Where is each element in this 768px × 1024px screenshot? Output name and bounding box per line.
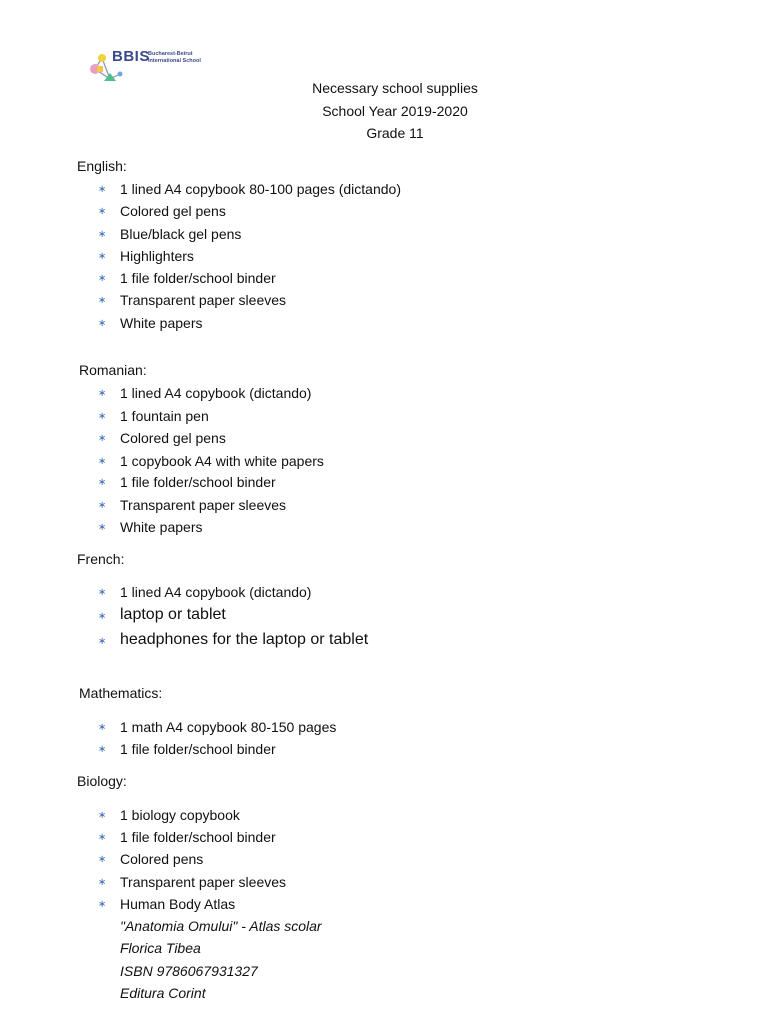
- bullet-icon: ∗: [98, 722, 107, 733]
- logo-subtitle: [148, 51, 238, 64]
- bullet-icon: ∗: [98, 273, 107, 284]
- list-item: Blue/black gel pens: [120, 226, 242, 242]
- list-item: Highlighters: [120, 248, 194, 264]
- atlas-author: Florica Tibea: [120, 940, 201, 956]
- list-item: 1 file folder/school binder: [120, 270, 276, 286]
- bullet-icon: ∗: [98, 877, 107, 888]
- section-title-english: English:: [77, 158, 127, 174]
- atlas-publisher: Editura Corint: [120, 985, 206, 1001]
- bullet-icon: ∗: [98, 433, 107, 444]
- bullet-icon: ∗: [98, 411, 107, 422]
- bullet-icon: ∗: [98, 899, 107, 910]
- grade-label: Grade 11: [366, 125, 424, 141]
- list-item: laptop or tablet: [120, 606, 226, 623]
- bullet-icon: ∗: [98, 587, 107, 598]
- bullet-icon: ∗: [98, 251, 107, 262]
- section-title-romanian: Romanian:: [79, 362, 147, 378]
- section-title-french: French:: [77, 551, 125, 567]
- bullet-icon: ∗: [98, 388, 107, 399]
- list-item: 1 lined A4 copybook (dictando): [120, 385, 312, 401]
- bullet-icon: ∗: [98, 500, 107, 511]
- list-item: 1 file folder/school binder: [120, 829, 276, 845]
- bullet-icon: ∗: [98, 611, 107, 622]
- atlas-title: "Anatomia Omului" - Atlas scolar: [120, 918, 322, 934]
- list-item: White papers: [120, 519, 203, 535]
- list-item: 1 file folder/school binder: [120, 474, 276, 490]
- list-item: Colored gel pens: [120, 430, 226, 446]
- list-item: 1 lined A4 copybook 80-100 pages (dictando): [120, 181, 401, 197]
- list-item: 1 biology copybook: [120, 807, 240, 823]
- bullet-icon: ∗: [98, 184, 107, 195]
- list-item: 1 math A4 copybook 80-150 pages: [120, 719, 337, 735]
- list-item: Human Body Atlas: [120, 896, 236, 912]
- bullet-icon: ∗: [98, 477, 107, 488]
- logo-name: BBIS: [112, 48, 150, 65]
- bullet-icon: ∗: [98, 206, 107, 217]
- logo-subtitle-line2: International School: [148, 57, 201, 64]
- bullet-icon: ∗: [98, 456, 107, 467]
- bullet-icon: ∗: [98, 810, 107, 821]
- list-item: Colored pens: [120, 851, 204, 867]
- atlas-isbn: ISBN 9786067931327: [120, 963, 258, 979]
- school-year: School Year 2019-2020: [322, 103, 468, 119]
- bullet-icon: ∗: [98, 318, 107, 329]
- bullet-icon: ∗: [98, 295, 107, 306]
- list-item: Transparent paper sleeves: [120, 292, 287, 308]
- bullet-icon: ∗: [98, 229, 107, 240]
- bullet-icon: ∗: [98, 854, 107, 865]
- section-title-biology: Biology:: [77, 773, 127, 789]
- bullet-icon: ∗: [98, 744, 107, 755]
- section-title-mathematics: Mathematics:: [79, 685, 163, 701]
- logo-subtitle-line1: Bucharest-Beirut: [148, 51, 193, 57]
- list-item: 1 file folder/school binder: [120, 741, 276, 757]
- list-item: Transparent paper sleeves: [120, 874, 287, 890]
- bullet-icon: ∗: [98, 522, 107, 533]
- list-item: headphones for the laptop or tablet: [120, 631, 369, 648]
- list-item: Transparent paper sleeves: [120, 497, 287, 513]
- school-logo: [86, 44, 236, 84]
- bullet-icon: ∗: [98, 832, 107, 843]
- bullet-icon: ∗: [98, 636, 107, 647]
- list-item: 1 fountain pen: [120, 408, 209, 424]
- list-item: Colored gel pens: [120, 203, 226, 219]
- document-title: Necessary school supplies: [312, 80, 478, 96]
- list-item: 1 lined A4 copybook (dictando): [120, 584, 312, 600]
- list-item: 1 copybook A4 with white papers: [120, 453, 324, 469]
- list-item: White papers: [120, 315, 203, 331]
